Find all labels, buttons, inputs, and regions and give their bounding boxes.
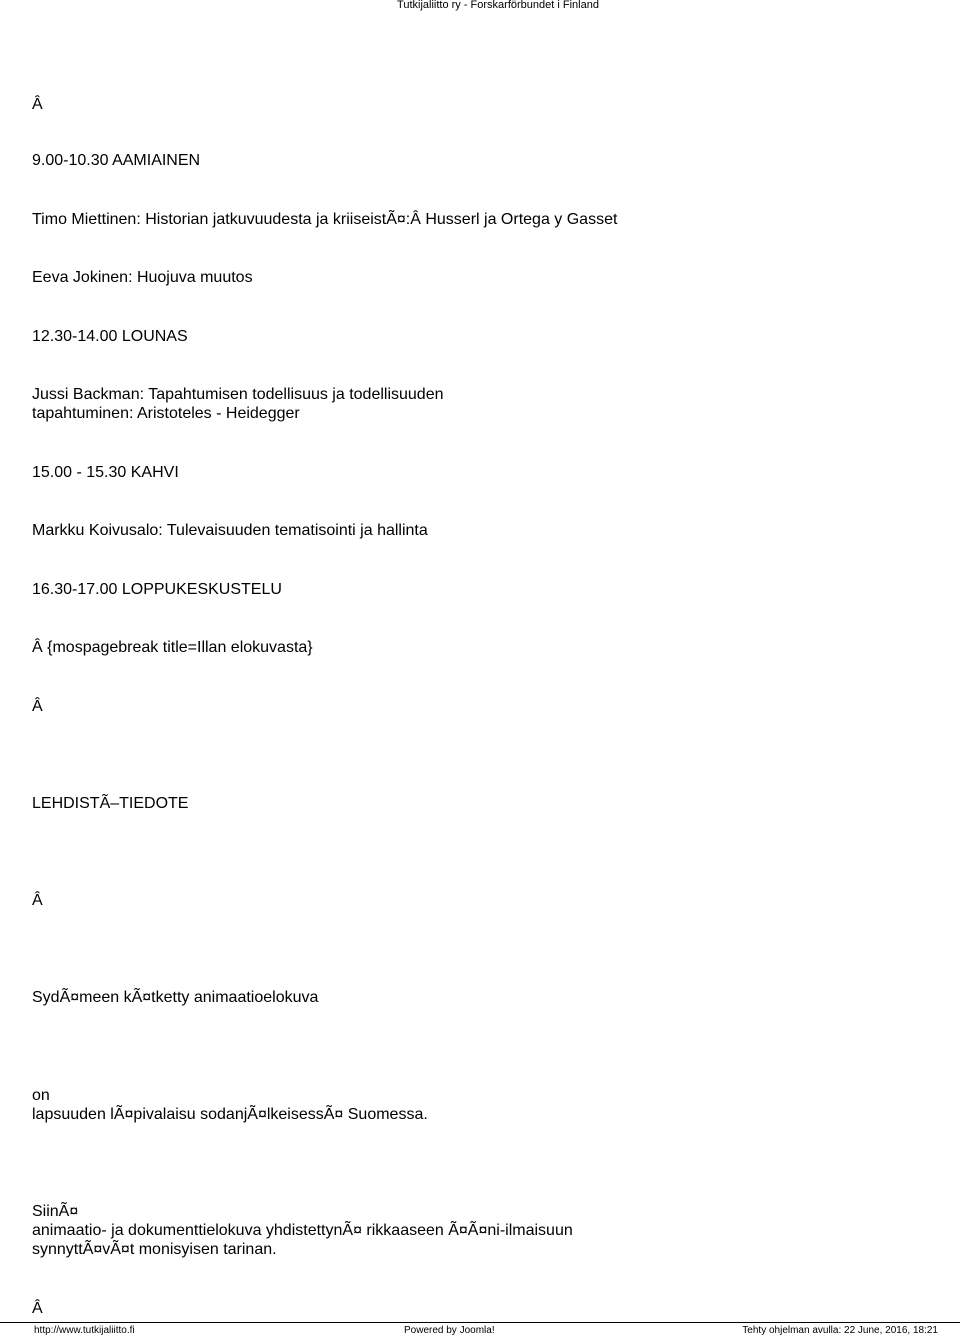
text-line: Â: [32, 892, 43, 909]
schedule-closing-discussion: 16.30-17.00 LOPPUKESKUSTELU: [32, 581, 282, 598]
pagebreak-tag: Â {mospagebreak title=Illan elokuvasta}: [32, 639, 313, 656]
footer-url-link[interactable]: http://www.tutkijaliitto.fi: [34, 1325, 135, 1336]
page-footer: [0, 1322, 960, 1339]
press-text-line: SiinÃ¤: [32, 1203, 79, 1220]
press-text-line: SydÃ¤meen kÃ¤tketty animaatioelokuva: [32, 989, 319, 1006]
footer-generated-date: Tehty ohjelman avulla: 22 June, 2016, 18:21: [742, 1325, 938, 1336]
schedule-breakfast: 9.00-10.30 AAMIAINEN: [32, 152, 201, 169]
press-release-heading: LEHDISTÃ–TIEDOTE: [32, 795, 189, 812]
talk-backman-line1: Jussi Backman: Tapahtumisen todellisuus ja todellisuuden: [32, 386, 444, 403]
text-line: Â: [32, 96, 43, 113]
press-text-line: on: [32, 1087, 50, 1104]
page-header: Tutkijaliitto ry - Forskarförbundet i Finland: [397, 0, 599, 11]
talk-jokinen: Eeva Jokinen: Huojuva muutos: [32, 269, 253, 286]
schedule-lunch: 12.30-14.00 LOUNAS: [32, 328, 188, 345]
talk-miettinen: Timo Miettinen: Historian jatkuvuudesta ja kriiseistÃ¤:Â Husserl ja Ortega y Gasset: [32, 211, 618, 228]
talk-backman-line2: tapahtuminen: Aristoteles - Heidegger: [32, 405, 300, 422]
schedule-coffee: 15.00 - 15.30 KAHVI: [32, 464, 179, 481]
text-line: Â: [32, 1300, 43, 1317]
press-text-line: synnyttÃ¤vÃ¤t monisyisen tarinan.: [32, 1241, 277, 1258]
text-line: Â: [32, 698, 43, 715]
footer-powered-by: Powered by Joomla!: [404, 1325, 495, 1336]
talk-koivusalo: Markku Koivusalo: Tulevaisuuden tematisointi ja hallinta: [32, 522, 428, 539]
press-text-line: lapsuuden lÃ¤pivalaisu sodanjÃ¤lkeisessÃ¤ Suomessa.: [32, 1106, 428, 1123]
press-text-line: animaatio- ja dokumenttielokuva yhdistettynÃ¤ rikkaaseen Ã¤Ã¤ni-ilmaisuun: [32, 1222, 573, 1239]
